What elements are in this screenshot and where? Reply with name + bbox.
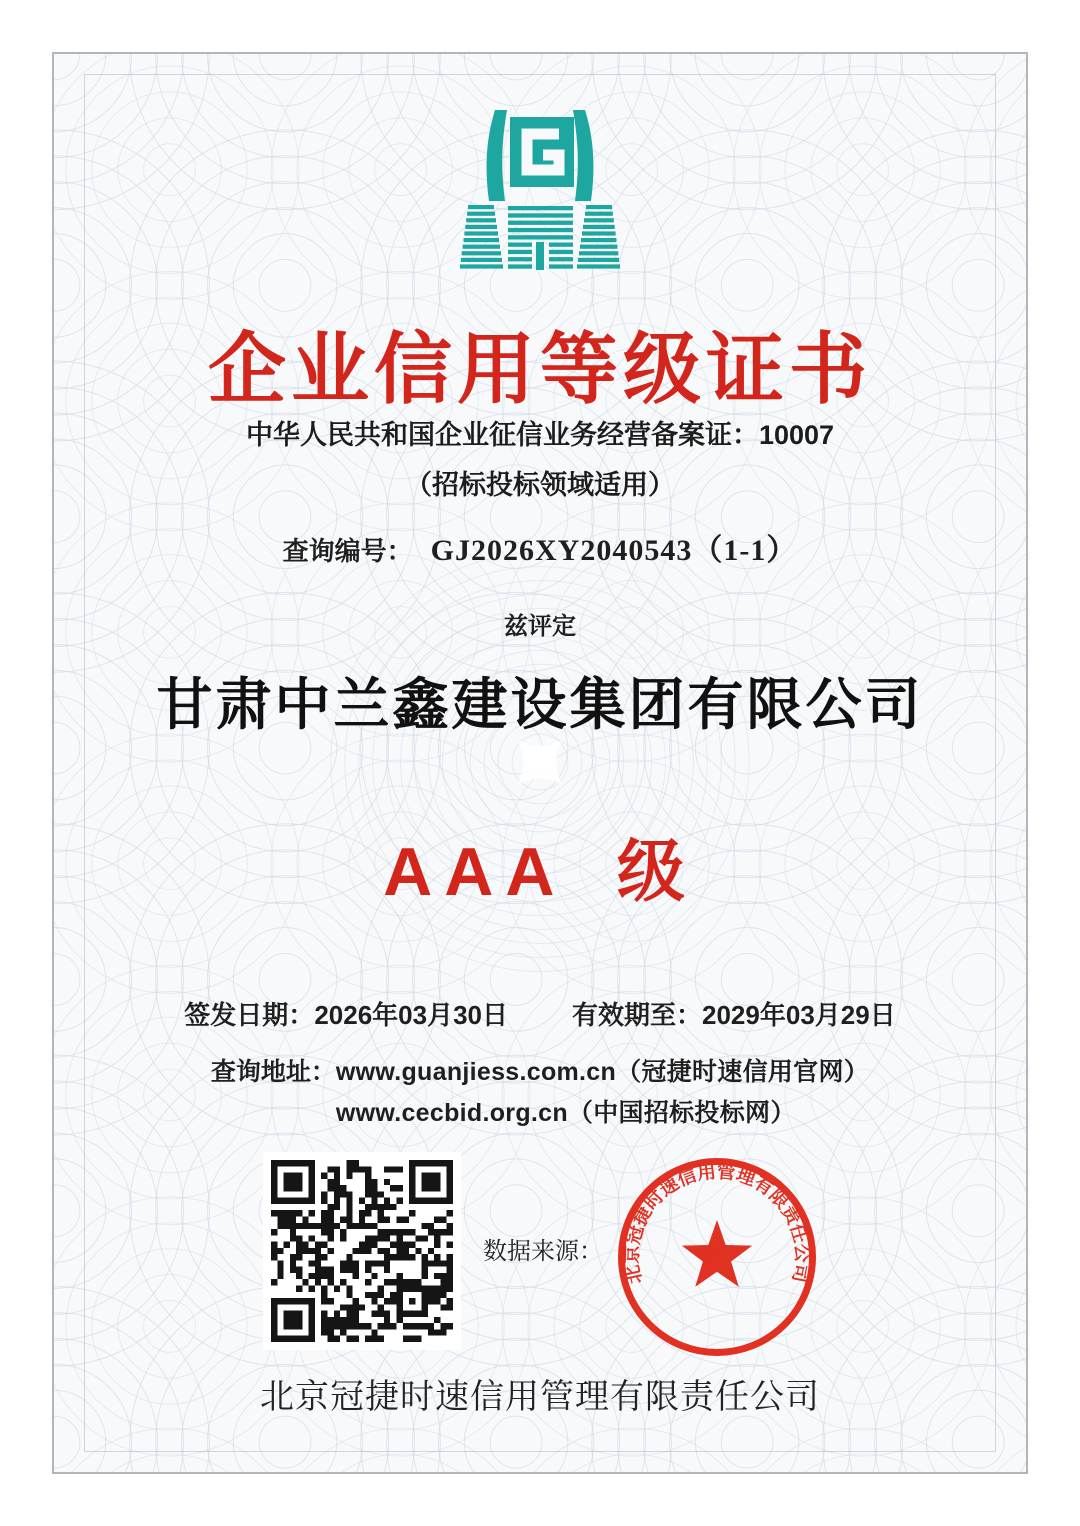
lookup-url-1: www.guanjiess.com.cn（冠捷时速信用官网） [335,1058,870,1086]
query-number-label: 查询编号： [282,536,413,566]
company-seal [606,1146,828,1368]
data-source-label: 数据来源： [483,1239,603,1265]
guanjiess-logo [455,104,625,274]
seal-arc-text: 北京冠捷时速信用管理有限责任公司 [621,1161,813,1286]
valid-until-group [572,1002,896,1028]
record-number-line: 中华人民共和国企业征信业务经营备案证：10007 [245,420,835,450]
issue-date-label: 签发日期： [184,1000,315,1030]
hereby-label: 兹评定 [504,613,576,640]
valid-until-value: 2029年03月29日 [702,1000,896,1030]
company-name: 甘肃中兰鑫建设集团有限公司 [156,675,924,737]
query-number-value: GJ2026XY2040543（1-1） [430,534,798,567]
credit-grade: AAA 级 [383,834,697,910]
scope-line: （招标投标领域适用） [405,470,675,500]
lookup-urls [336,1052,869,1134]
qr-code [263,1152,461,1350]
valid-until-label: 有效期至： [572,1000,703,1030]
issuer-company-name: 北京冠捷时速信用管理有限责任公司 [260,1378,820,1416]
qr-code-matrix [271,1160,453,1342]
center-star-watermark [518,740,562,784]
certificate-title: 企业信用等级证书 [207,325,872,413]
lookup-address-block [0,1052,1080,1134]
validity-row [0,1002,1080,1028]
query-number-row [0,536,1080,566]
issue-date-value: 2026年03月30日 [314,1000,508,1030]
seal-star-icon [682,1220,752,1287]
issue-date-group [184,1002,508,1028]
lookup-address-label: 查询地址： [210,1058,336,1086]
lookup-url-2: www.cecbid.org.cn（中国招标投标网） [335,1099,796,1127]
